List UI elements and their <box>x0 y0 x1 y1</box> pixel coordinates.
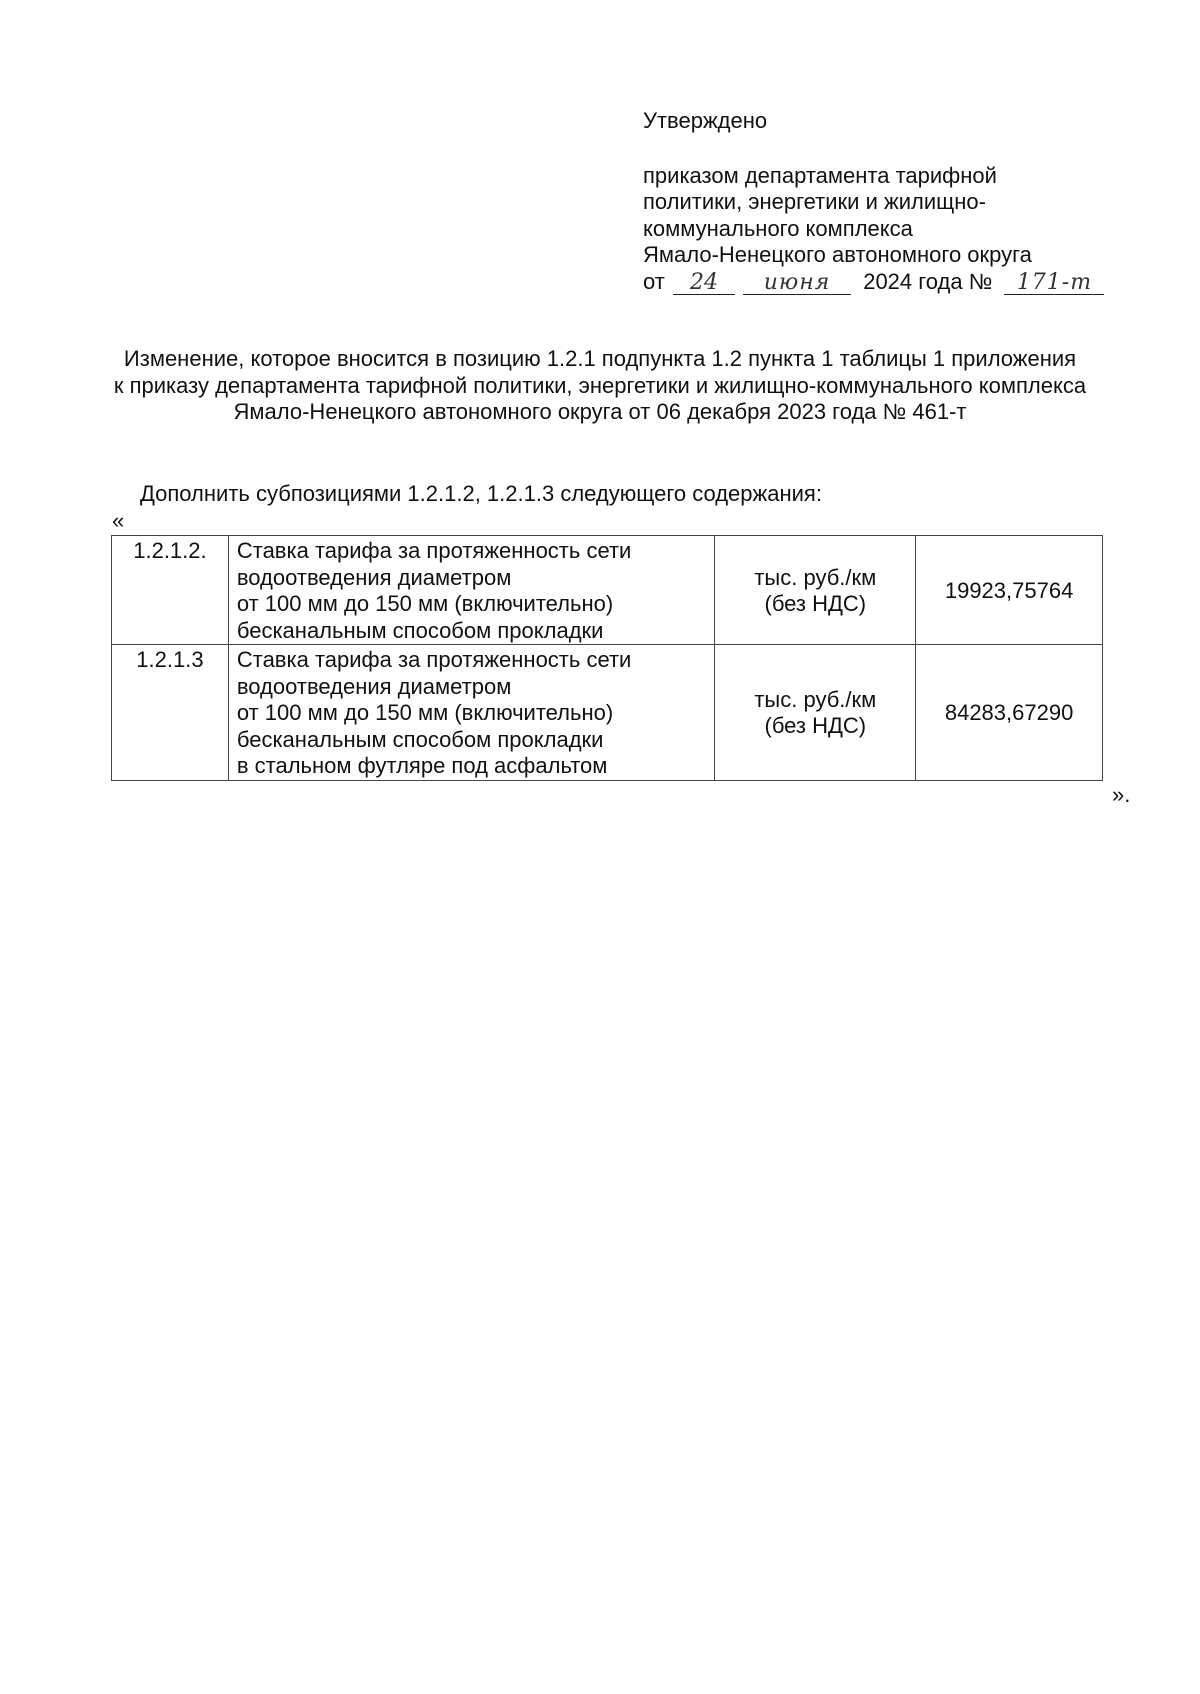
description-line: в стальном футляре под асфальтом <box>236 753 608 778</box>
row-description <box>228 536 715 645</box>
description-line: от 100 мм до 150 мм (включительно) <box>236 700 614 725</box>
row-description <box>228 645 715 781</box>
unit-line: тыс. руб./км <box>754 564 877 590</box>
approval-line: приказом департамента тарифной <box>643 162 997 188</box>
description-line: от 100 мм до 150 мм (включительно) <box>236 591 614 616</box>
tariff-table <box>111 535 1103 781</box>
row-value: 84283,67290 <box>916 645 1103 781</box>
date-prefix: от <box>643 268 665 294</box>
date-year: 2024 года № <box>863 268 993 294</box>
title-line: Ямало-Ненецкого автономного округа от 06 декабря 2023 года № 461-т <box>233 399 967 424</box>
row-number: 1.2.1.3 <box>112 645 229 781</box>
unit-line: (без НДС) <box>764 591 867 616</box>
description-line: Ставка тарифа за протяженность сети <box>236 538 632 563</box>
handwritten-day: 24 <box>673 272 735 295</box>
approval-line: Ямало-Ненецкого автономного округа <box>643 242 1032 267</box>
opening-quote: « <box>112 508 125 533</box>
table-row <box>112 536 1103 645</box>
table-row <box>112 645 1103 781</box>
description-line: бесканальным способом прокладки <box>236 726 604 752</box>
handwritten-month: июня <box>743 272 851 295</box>
document-title <box>50 346 1150 426</box>
unit-line: (без НДС) <box>764 713 867 739</box>
approval-date-line <box>643 269 1123 296</box>
approval-line: политики, энергетики и жилищно- <box>643 189 986 214</box>
title-line: к приказу департамента тарифной политики, энергетики и жилищно-коммунального комплекса <box>113 372 1087 398</box>
handwritten-order-number: 171-т <box>1004 272 1104 295</box>
description-line: Ставка тарифа за протяженность сети <box>236 647 632 672</box>
approval-line: коммунального комплекса <box>643 215 913 241</box>
description-line: водоотведения диаметром <box>236 564 512 590</box>
approval-heading: Утверждено <box>643 108 768 133</box>
row-value: 19923,75764 <box>916 536 1103 645</box>
description-line: водоотведения диаметром <box>236 673 512 699</box>
intro-paragraph: Дополнить субпозициями 1.2.1.2, 1.2.1.3 следующего содержания: <box>140 481 822 506</box>
description-line: бесканальным способом прокладки <box>236 617 604 643</box>
closing-quote: ». <box>1112 782 1131 807</box>
approval-block <box>643 108 1123 295</box>
row-number: 1.2.1.2. <box>112 536 229 645</box>
row-unit <box>715 645 916 781</box>
unit-line: тыс. руб./км <box>754 686 877 712</box>
row-unit <box>715 536 916 645</box>
title-line: Изменение, которое вносится в позицию 1.2.1 подпункта 1.2 пункта 1 таблицы 1 приложения <box>123 346 1077 371</box>
